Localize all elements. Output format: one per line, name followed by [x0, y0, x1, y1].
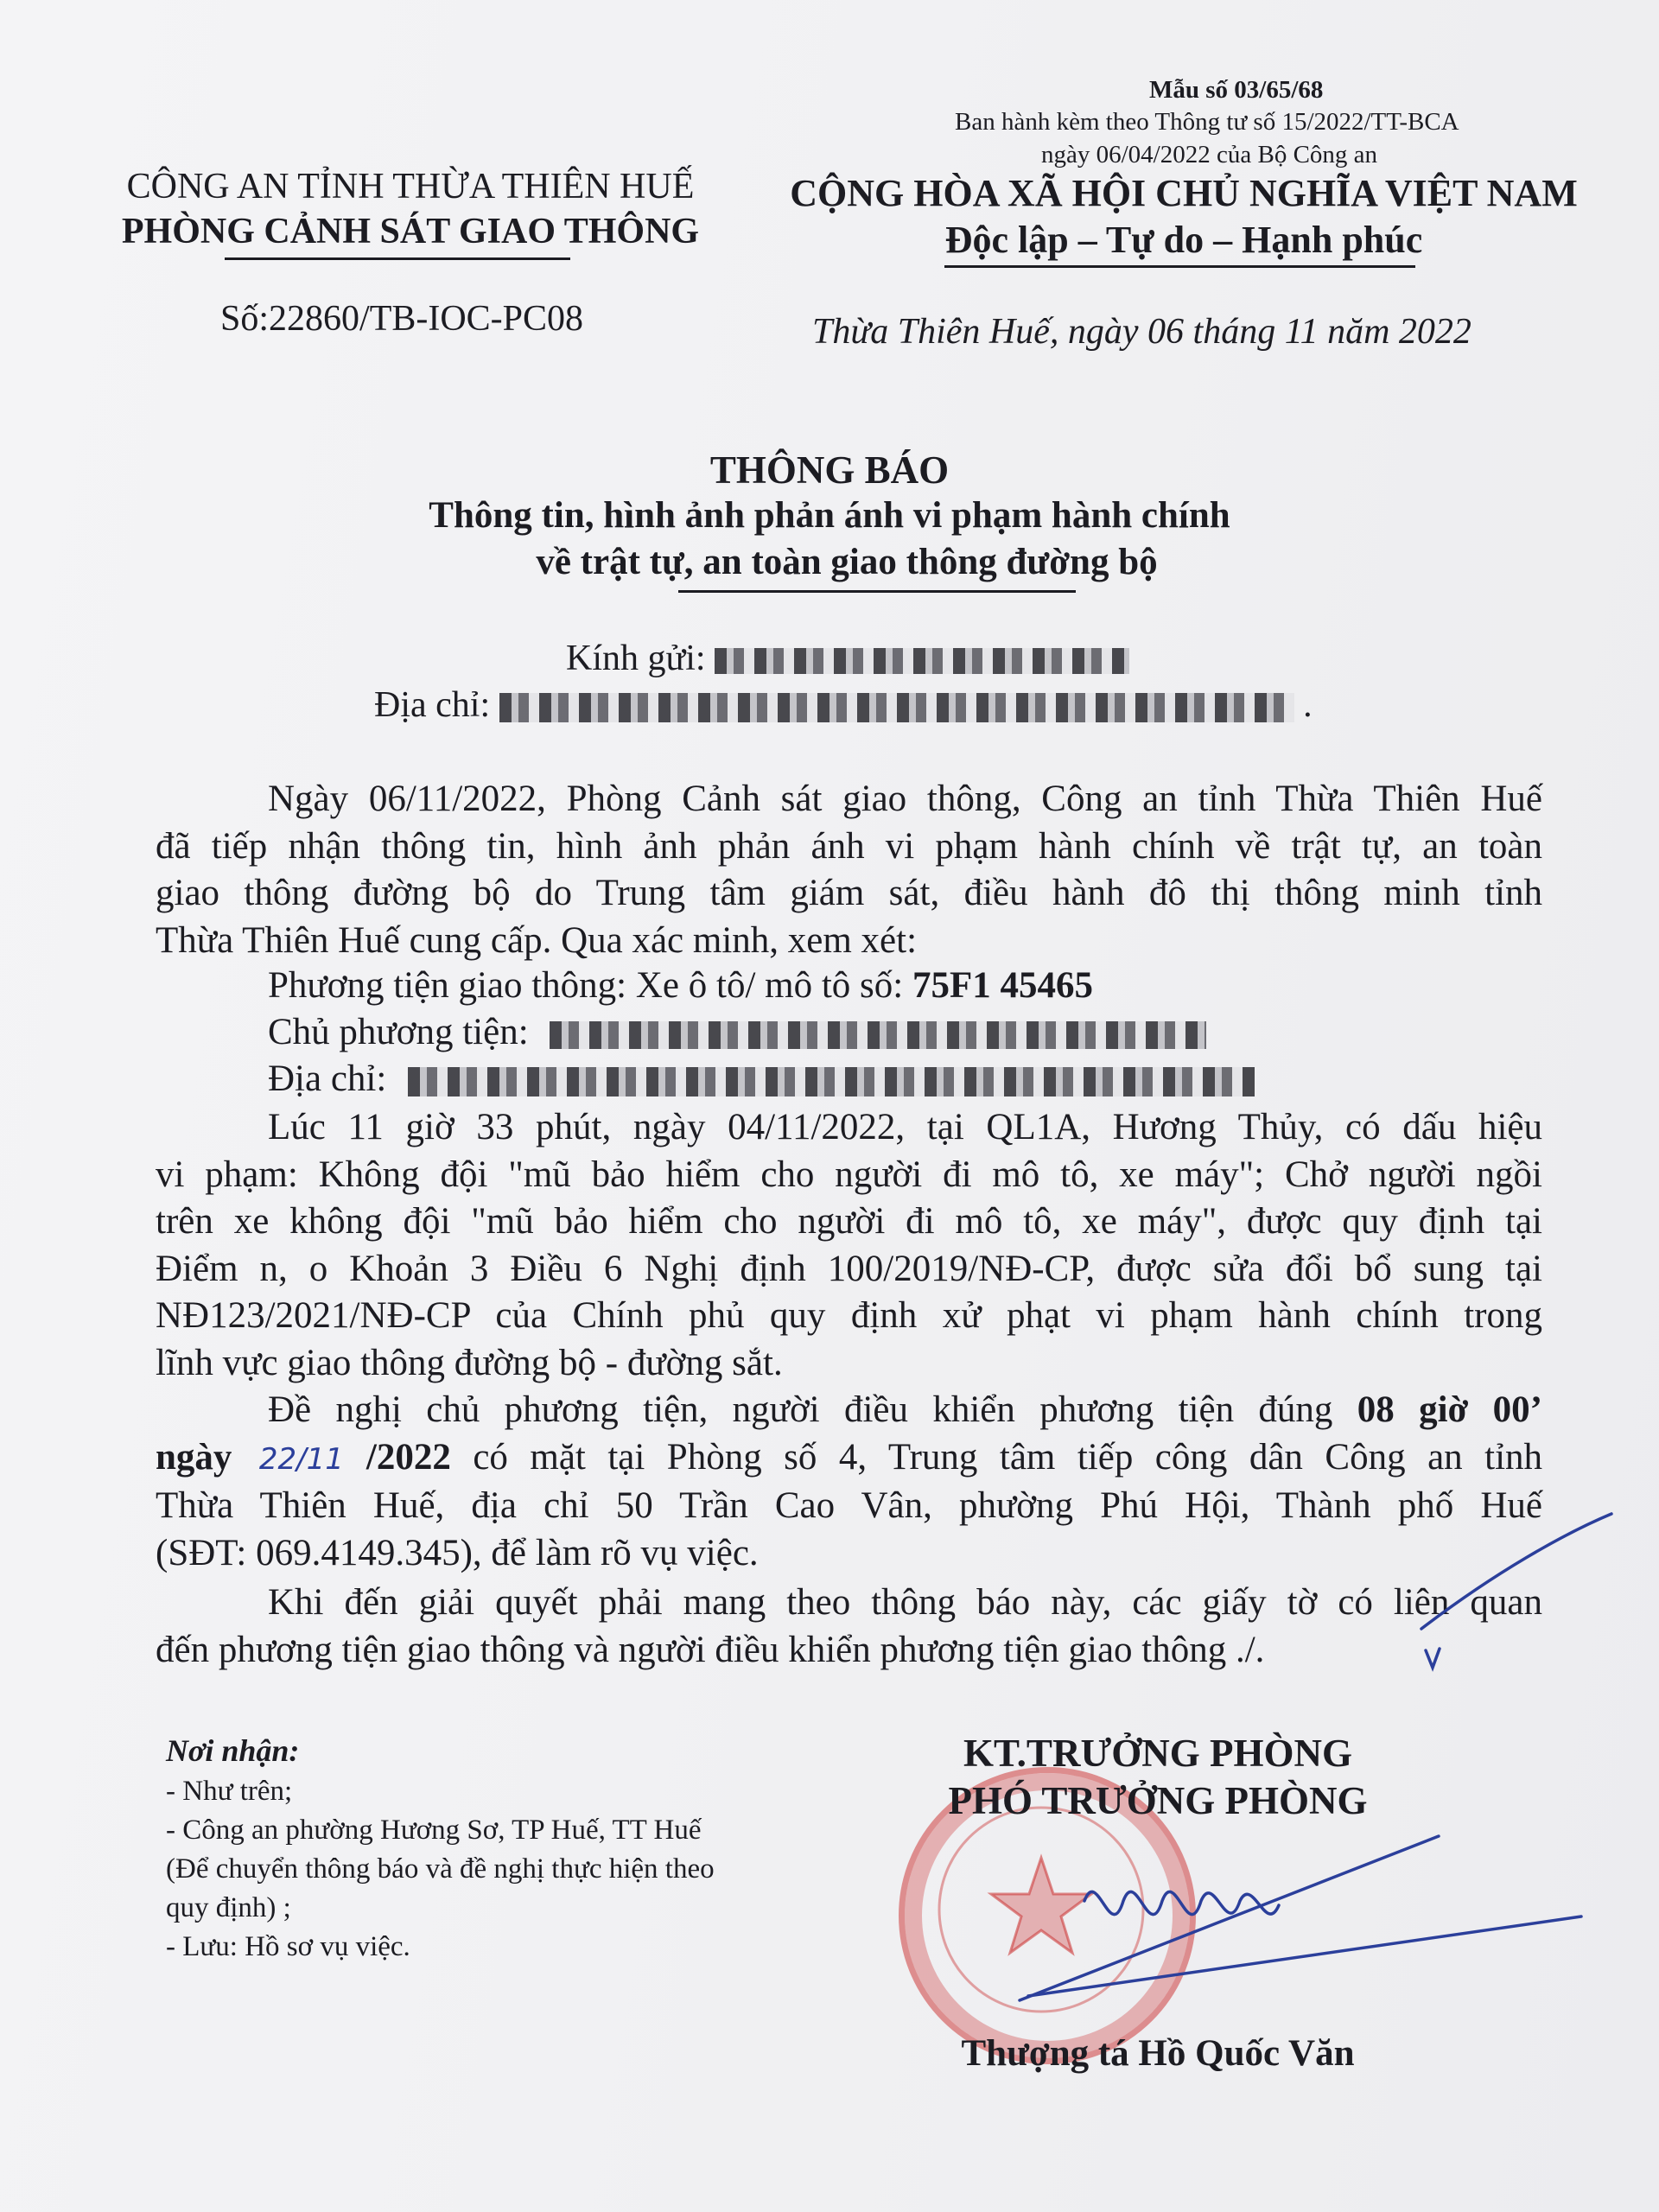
body-line: Thừa Thiên Huế, địa chỉ 50 Trần Cao Vân, phường Phú Hội, Thành phố Huế	[156, 1485, 1542, 1526]
body-line	[156, 1387, 1542, 1434]
appointment-year: /2022	[365, 1436, 451, 1478]
title-underline	[678, 590, 1076, 593]
receiver-item: - Như trên;	[166, 1776, 293, 1807]
form-code: Mẫu số 03/65/68	[1149, 76, 1324, 104]
body-line: Ngày 06/11/2022, Phòng Cảnh sát giao thông, Công an tỉnh Thừa Thiên Huế	[268, 779, 1542, 819]
recipient-label: Kính gửi:	[566, 639, 706, 678]
owner-address-label: Địa chỉ:	[268, 1058, 387, 1099]
vehicle-row	[268, 964, 1093, 1007]
body-line: NĐ123/2021/NĐ-CP của Chính phủ quy định xử phạt vi phạm hành chính trong	[156, 1295, 1542, 1336]
body-line	[156, 1434, 1542, 1484]
body-line: (SĐT: 069.4149.345), để làm rõ vụ việc.	[156, 1532, 759, 1573]
motto-underline	[944, 265, 1415, 268]
closing-paragraph	[156, 1580, 1542, 1674]
notice-subtitle-2: về trật tự, an toàn giao thông đường bộ	[536, 542, 1158, 582]
receivers-label: Nơi nhận:	[166, 1733, 300, 1768]
body-line: Điểm n, o Khoản 3 Điều 6 Nghị định 100/2019/NĐ-CP, được sửa đổi bổ sung tại	[156, 1248, 1542, 1289]
receiver-item: - Lưu: Hồ sơ vụ việc.	[166, 1931, 410, 1962]
request-paragraph	[156, 1387, 1542, 1577]
recipient-address-row: Địa chỉ: .	[374, 685, 1313, 725]
body-line: trên xe không đội "mũ bảo hiểm cho người đi mô tô, xe máy", được quy định tại	[156, 1201, 1542, 1242]
redacted-owner-address	[408, 1067, 1255, 1096]
receiver-item: quy định) ;	[166, 1892, 291, 1923]
signature-title-1: KT.TRƯỞNG PHÒNG	[963, 1732, 1352, 1775]
agency-name: CÔNG AN TỈNH THỪA THIÊN HUẾ	[126, 167, 695, 207]
recipient-row	[566, 638, 1129, 679]
body-line: đã tiếp nhận thông tin, hình ảnh phản ánh vi phạm hành chính về trật tự, an toàn	[156, 825, 1542, 867]
department-name: PHÒNG CẢNH SÁT GIAO THÔNG	[121, 212, 700, 251]
body-line: giao thông đường bộ do Trung tâm giám sát, điều hành đô thị thông minh tỉnh	[156, 873, 1542, 913]
handwritten-day: 22/	[258, 1441, 307, 1477]
body-line: vi phạm: Không đội "mũ bảo hiểm cho người đi mô tô, xe máy"; Chở người ngồi	[156, 1154, 1542, 1195]
form-ref-line2: ngày 06/04/2022 của Bộ Công an	[1041, 141, 1378, 168]
body-line: đến phương tiện giao thông và người điều khiển phương tiện giao thông ./.	[156, 1629, 1265, 1670]
form-ref-line1: Ban hành kèm theo Thông tư số 15/2022/TT-BCA	[955, 108, 1459, 136]
place-and-date: Thừa Thiên Huế, ngày 06 tháng 11 năm 2022	[812, 312, 1471, 352]
body-line: Thừa Thiên Huế cung cấp. Qua xác minh, xem xét:	[156, 919, 918, 961]
body-line: Lúc 11 giờ 33 phút, ngày 04/11/2022, tại QL1A, Hương Thủy, có dấu hiệu	[268, 1107, 1542, 1147]
appointment-location: có mặt tại Phòng số 4, Trung tâm tiếp công dân Công an tỉnh	[473, 1436, 1543, 1478]
appointment-time: 08 giờ 00’	[1357, 1389, 1543, 1430]
nation-title: CỘNG HÒA XÃ HỘI CHỦ NGHĨA VIỆT NAM	[790, 172, 1578, 214]
receiver-item: (Để chuyển thông báo và đề nghị thực hiện theo	[166, 1853, 715, 1885]
owner-label: Chủ phương tiện:	[268, 1012, 529, 1052]
vehicle-label: Phương tiện giao thông: Xe ô tô/ mô tô số:	[268, 965, 904, 1006]
department-underline	[225, 257, 570, 260]
signer-name: Thượng tá Hồ Quốc Văn	[961, 2033, 1355, 2074]
recipient-address-label: Địa chỉ:	[374, 685, 491, 725]
notice-subtitle-1: Thông tin, hình ảnh phản ánh vi phạm hành chính	[429, 495, 1230, 536]
request-text: Đề nghị chủ phương tiện, người điều khiển phương tiện đúng	[268, 1389, 1333, 1430]
notice-title: THÔNG BÁO	[709, 448, 950, 492]
receiver-item: - Công an phường Hương Sơ, TP Huế, TT Huế	[166, 1815, 702, 1846]
vehicle-plate: 75F1 45465	[912, 965, 1094, 1006]
body-line: lĩnh vực giao thông đường bộ - đường sắt.	[156, 1342, 783, 1383]
national-motto: Độc lập – Tự do – Hạnh phúc	[944, 219, 1423, 261]
redacted-recipient-name	[715, 648, 1129, 674]
signature-title-2: PHÓ TRƯỞNG PHÒNG	[948, 1779, 1368, 1822]
redacted-owner-name	[550, 1021, 1206, 1049]
violation-paragraph	[156, 1104, 1542, 1387]
appointment-date-label: ngày	[156, 1436, 232, 1478]
owner-row	[268, 1011, 1206, 1053]
document-number: Số:22860/TB-IOC-PC08	[220, 299, 584, 339]
body-line: Khi đến giải quyết phải mang theo thông báo này, các giấy tờ có liên quan	[268, 1582, 1542, 1623]
body-paragraph-1	[156, 776, 1542, 964]
redacted-recipient-address	[499, 693, 1294, 722]
handwritten-month: 11	[306, 1441, 344, 1477]
owner-address-row	[268, 1058, 1255, 1100]
